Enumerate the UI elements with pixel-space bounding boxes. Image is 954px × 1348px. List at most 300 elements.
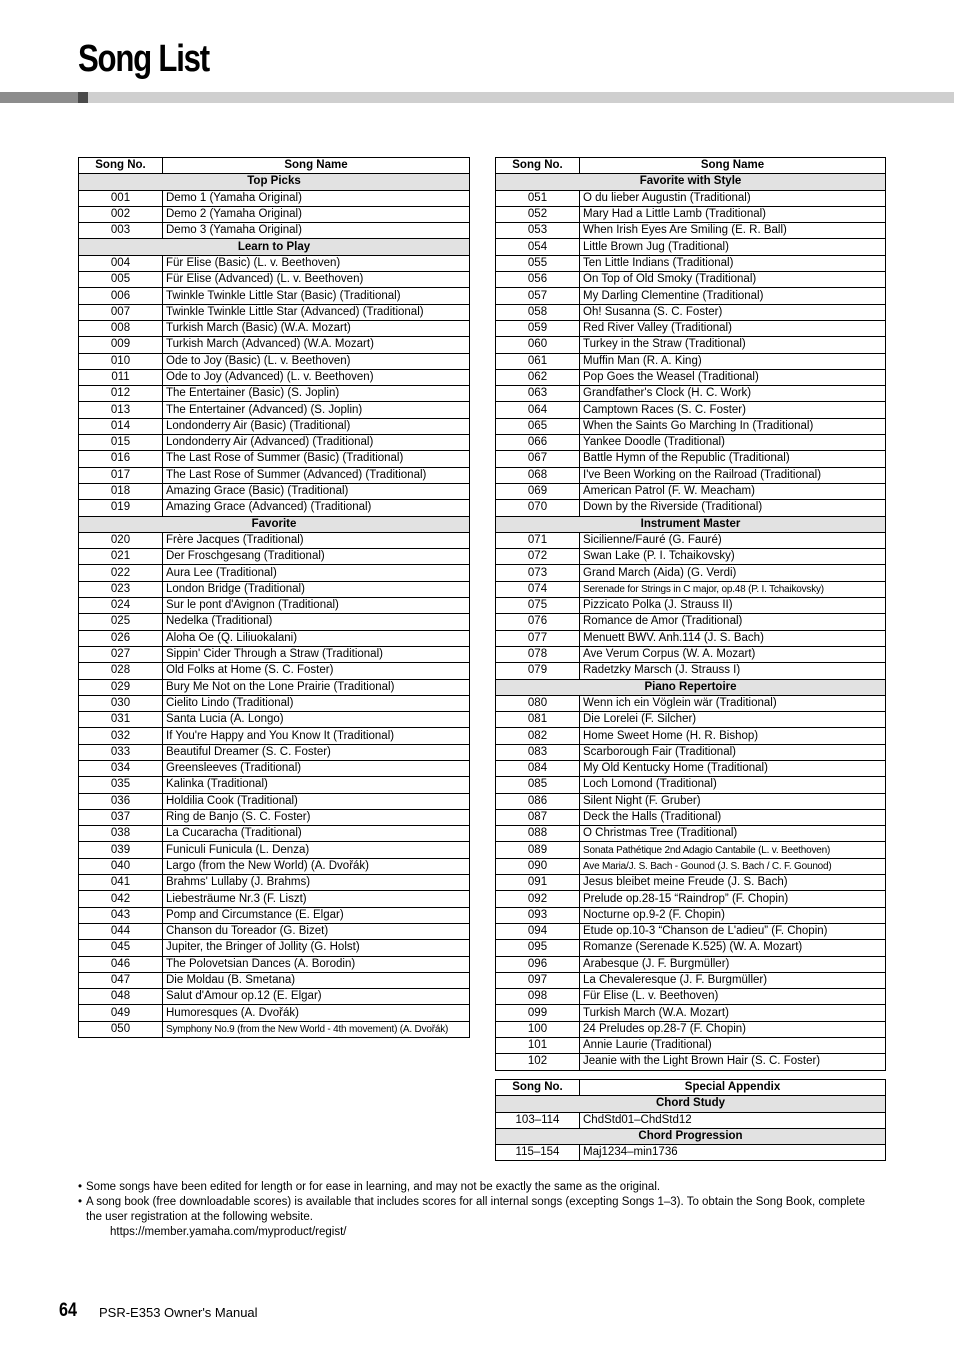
registration-url[interactable]: https://member.yamaha.com/myproduct/regist/ — [110, 1226, 347, 1238]
song-row — [79, 353, 470, 369]
song-row — [496, 809, 886, 825]
song-number: 019 — [79, 500, 163, 516]
section-header-row — [79, 239, 470, 255]
song-name: Jupiter, the Bringer of Jollity (G. Holst) — [163, 940, 470, 956]
song-number: 059 — [496, 320, 580, 336]
song-name: Sur le pont d'Avignon (Traditional) — [163, 598, 470, 614]
song-number: 013 — [79, 402, 163, 418]
title-rule-dark — [0, 92, 78, 103]
song-number: 046 — [79, 956, 163, 972]
song-number: 075 — [496, 598, 580, 614]
song-number: 011 — [79, 369, 163, 385]
song-number: 049 — [79, 1005, 163, 1021]
song-name: On Top of Old Smoky (Traditional) — [580, 272, 886, 288]
song-number: 090 — [496, 858, 580, 874]
song-number: 077 — [496, 630, 580, 646]
song-number: 018 — [79, 483, 163, 499]
song-name: The Entertainer (Advanced) (S. Joplin) — [163, 402, 470, 418]
song-name: Für Elise (Advanced) (L. v. Beethoven) — [163, 272, 470, 288]
song-name: Swan Lake (P. I. Tchaikovsky) — [580, 549, 886, 565]
song-name: Greensleeves (Traditional) — [163, 760, 470, 776]
song-number: 001 — [79, 190, 163, 206]
song-row — [79, 891, 470, 907]
section-header-row — [496, 1128, 886, 1144]
song-number: 006 — [79, 288, 163, 304]
song-name: Etude op.10-3 “Chanson de L'adieu” (F. Chopin) — [580, 923, 886, 939]
song-row — [496, 386, 886, 402]
song-row — [496, 923, 886, 939]
header-song-no: Song No. — [496, 158, 580, 174]
song-row — [496, 451, 886, 467]
song-row — [496, 777, 886, 793]
song-name: La Chevaleresque (J. F. Burgmüller) — [580, 972, 886, 988]
song-number: 025 — [79, 614, 163, 630]
song-row — [79, 435, 470, 451]
song-row — [496, 1054, 886, 1070]
song-name: Maj1234–min1736 — [580, 1145, 886, 1161]
song-row — [79, 646, 470, 662]
song-row — [496, 728, 886, 744]
song-number: 086 — [496, 793, 580, 809]
header-song-no: Song No. — [79, 158, 163, 174]
title-rule-marker — [78, 92, 88, 103]
song-row — [79, 581, 470, 597]
song-number: 073 — [496, 565, 580, 581]
song-name: When Irish Eyes Are Smiling (E. R. Ball) — [580, 223, 886, 239]
song-number: 017 — [79, 467, 163, 483]
song-row — [496, 206, 886, 222]
song-name: Demo 3 (Yamaha Original) — [163, 223, 470, 239]
song-name: Demo 2 (Yamaha Original) — [163, 206, 470, 222]
song-name: Santa Lucia (A. Longo) — [163, 712, 470, 728]
song-row — [496, 842, 886, 858]
song-row — [496, 989, 886, 1005]
song-row — [79, 679, 470, 695]
song-name: Little Brown Jug (Traditional) — [580, 239, 886, 255]
section-title: Piano Repertoire — [496, 679, 886, 695]
song-row — [496, 826, 886, 842]
song-name: Pop Goes the Weasel (Traditional) — [580, 369, 886, 385]
song-name: Nedelka (Traditional) — [163, 614, 470, 630]
song-number: 068 — [496, 467, 580, 483]
song-name: Down by the Riverside (Traditional) — [580, 500, 886, 516]
song-name: Muffin Man (R. A. King) — [580, 353, 886, 369]
song-number: 064 — [496, 402, 580, 418]
song-name: Pizzicato Polka (J. Strauss II) — [580, 598, 886, 614]
song-name: Amazing Grace (Advanced) (Traditional) — [163, 500, 470, 516]
song-row — [79, 809, 470, 825]
song-row — [79, 989, 470, 1005]
song-row — [79, 630, 470, 646]
song-number: 015 — [79, 435, 163, 451]
header-song-no: Song No. — [496, 1080, 580, 1096]
song-number: 076 — [496, 614, 580, 630]
song-row — [79, 402, 470, 418]
song-number: 081 — [496, 712, 580, 728]
song-row — [79, 549, 470, 565]
song-row — [79, 695, 470, 711]
song-number: 041 — [79, 875, 163, 891]
song-row — [496, 793, 886, 809]
song-row — [79, 663, 470, 679]
song-name: The Last Rose of Summer (Advanced) (Traditional) — [163, 467, 470, 483]
song-row — [496, 760, 886, 776]
song-row — [496, 972, 886, 988]
song-row — [79, 972, 470, 988]
song-number: 044 — [79, 923, 163, 939]
song-name: Camptown Races (S. C. Foster) — [580, 402, 886, 418]
section-header-row — [496, 679, 886, 695]
song-row — [496, 467, 886, 483]
song-number: 035 — [79, 777, 163, 793]
section-title: Favorite — [79, 516, 470, 532]
song-row — [496, 255, 886, 271]
song-number: 052 — [496, 206, 580, 222]
song-name: If You're Happy and You Know It (Traditional) — [163, 728, 470, 744]
song-name: Home Sweet Home (H. R. Bishop) — [580, 728, 886, 744]
song-row — [79, 483, 470, 499]
song-name: Demo 1 (Yamaha Original) — [163, 190, 470, 206]
song-name: Ode to Joy (Advanced) (L. v. Beethoven) — [163, 369, 470, 385]
song-row — [496, 907, 886, 923]
song-number: 048 — [79, 989, 163, 1005]
section-title: Favorite with Style — [496, 174, 886, 190]
song-name: Londonderry Air (Advanced) (Traditional) — [163, 435, 470, 451]
header-song-name: Song Name — [163, 158, 470, 174]
header-song-name: Song Name — [580, 158, 886, 174]
song-name: Ode to Joy (Basic) (L. v. Beethoven) — [163, 353, 470, 369]
note-item — [78, 1180, 878, 1195]
song-table-right — [495, 157, 886, 1071]
song-row — [496, 532, 886, 548]
song-name: Der Froschgesang (Traditional) — [163, 549, 470, 565]
song-number: 083 — [496, 744, 580, 760]
song-name: Scarborough Fair (Traditional) — [580, 744, 886, 760]
song-number: 085 — [496, 777, 580, 793]
song-number: 040 — [79, 858, 163, 874]
song-row — [79, 418, 470, 434]
special-appendix-table — [495, 1079, 886, 1161]
song-number: 043 — [79, 907, 163, 923]
song-number: 065 — [496, 418, 580, 434]
song-name: When the Saints Go Marching In (Traditional) — [580, 418, 886, 434]
song-row — [496, 581, 886, 597]
song-name: Frère Jacques (Traditional) — [163, 532, 470, 548]
song-row — [496, 1112, 886, 1128]
song-row — [496, 940, 886, 956]
song-name: ChdStd01–ChdStd12 — [580, 1112, 886, 1128]
song-row — [496, 712, 886, 728]
section-title: Instrument Master — [496, 516, 886, 532]
song-row — [496, 288, 886, 304]
song-name: Humoresques (A. Dvořák) — [163, 1005, 470, 1021]
song-number: 031 — [79, 712, 163, 728]
song-number: 004 — [79, 255, 163, 271]
song-row — [496, 223, 886, 239]
song-number: 095 — [496, 940, 580, 956]
bullet: • — [78, 1181, 83, 1193]
song-name: Jesus bleibet meine Freude (J. S. Bach) — [580, 875, 886, 891]
song-number: 024 — [79, 598, 163, 614]
section-title: Chord Progression — [496, 1128, 886, 1144]
song-row — [79, 288, 470, 304]
section-header-row — [496, 1096, 886, 1112]
song-number: 020 — [79, 532, 163, 548]
song-row — [79, 777, 470, 793]
song-name: My Darling Clementine (Traditional) — [580, 288, 886, 304]
song-name: Turkish March (Advanced) (W.A. Mozart) — [163, 337, 470, 353]
song-number: 071 — [496, 532, 580, 548]
song-row — [496, 190, 886, 206]
song-number: 005 — [79, 272, 163, 288]
song-name: Grandfather's Clock (H. C. Work) — [580, 386, 886, 402]
song-number: 002 — [79, 206, 163, 222]
song-number: 096 — [496, 956, 580, 972]
song-number: 089 — [496, 842, 580, 858]
section-header-row — [496, 516, 886, 532]
song-row — [496, 646, 886, 662]
song-number: 045 — [79, 940, 163, 956]
song-row — [496, 402, 886, 418]
song-row — [496, 630, 886, 646]
song-row — [79, 956, 470, 972]
song-name: Ring de Banjo (S. C. Foster) — [163, 809, 470, 825]
page-title: Song List — [78, 38, 209, 80]
song-row — [496, 956, 886, 972]
note-text: Some songs have been edited for length or for ease in learning, and may not be exactly the same as the original. — [86, 1181, 661, 1193]
song-number: 039 — [79, 842, 163, 858]
song-name: Für Elise (Basic) (L. v. Beethoven) — [163, 255, 470, 271]
song-name: The Last Rose of Summer (Basic) (Traditional) — [163, 451, 470, 467]
song-name: Twinkle Twinkle Little Star (Basic) (Traditional) — [163, 288, 470, 304]
song-name: Arabesque (J. F. Burgmüller) — [580, 956, 886, 972]
song-number: 058 — [496, 304, 580, 320]
song-row — [496, 500, 886, 516]
song-name: Holdilia Cook (Traditional) — [163, 793, 470, 809]
song-row — [79, 320, 470, 336]
section-header-row — [79, 516, 470, 532]
song-number: 094 — [496, 923, 580, 939]
song-number: 088 — [496, 826, 580, 842]
song-row — [79, 598, 470, 614]
song-number: 099 — [496, 1005, 580, 1021]
song-name: Für Elise (L. v. Beethoven) — [580, 989, 886, 1005]
song-row — [496, 435, 886, 451]
song-name: The Entertainer (Basic) (S. Joplin) — [163, 386, 470, 402]
song-row — [496, 353, 886, 369]
section-title: Learn to Play — [79, 239, 470, 255]
song-name: Sippin' Cider Through a Straw (Traditional) — [163, 646, 470, 662]
song-row — [496, 695, 886, 711]
song-number: 079 — [496, 663, 580, 679]
header-special-appendix: Special Appendix — [580, 1080, 886, 1096]
song-name: Die Moldau (B. Smetana) — [163, 972, 470, 988]
song-name: Romanze (Serenade K.525) (W. A. Mozart) — [580, 940, 886, 956]
song-name: Londonderry Air (Basic) (Traditional) — [163, 418, 470, 434]
song-name: Oh! Susanna (S. C. Foster) — [580, 304, 886, 320]
song-row — [79, 907, 470, 923]
song-row — [79, 451, 470, 467]
song-name: Radetzky Marsch (J. Strauss I) — [580, 663, 886, 679]
song-row — [496, 272, 886, 288]
song-row — [79, 728, 470, 744]
song-name: Annie Laurie (Traditional) — [580, 1038, 886, 1054]
song-number: 036 — [79, 793, 163, 809]
song-row — [496, 598, 886, 614]
song-name: London Bridge (Traditional) — [163, 581, 470, 597]
song-name: Aura Lee (Traditional) — [163, 565, 470, 581]
song-number: 092 — [496, 891, 580, 907]
section-header-row — [496, 174, 886, 190]
song-row — [79, 500, 470, 516]
song-number: 072 — [496, 549, 580, 565]
song-number: 016 — [79, 451, 163, 467]
song-name: Battle Hymn of the Republic (Traditional) — [580, 451, 886, 467]
notes — [78, 1180, 878, 1240]
song-number: 033 — [79, 744, 163, 760]
song-name: Sonata Pathétique 2nd Adagio Cantabile (L. v. Beethoven) — [580, 842, 886, 858]
song-name: Kalinka (Traditional) — [163, 777, 470, 793]
song-number: 012 — [79, 386, 163, 402]
song-name: Silent Night (F. Gruber) — [580, 793, 886, 809]
song-number: 014 — [79, 418, 163, 434]
song-row — [496, 1005, 886, 1021]
song-number: 062 — [496, 369, 580, 385]
song-row — [496, 337, 886, 353]
song-number: 026 — [79, 630, 163, 646]
song-number: 051 — [496, 190, 580, 206]
song-name: Nocturne op.9-2 (F. Chopin) — [580, 907, 886, 923]
section-header-row — [79, 174, 470, 190]
song-number: 003 — [79, 223, 163, 239]
song-row — [496, 875, 886, 891]
song-row — [79, 760, 470, 776]
song-name: Pomp and Circumstance (E. Elgar) — [163, 907, 470, 923]
song-number: 060 — [496, 337, 580, 353]
song-number: 101 — [496, 1038, 580, 1054]
song-name: Jeanie with the Light Brown Hair (S. C. Foster) — [580, 1054, 886, 1070]
song-name: Sicilienne/Fauré (G. Fauré) — [580, 532, 886, 548]
song-row — [79, 875, 470, 891]
song-number: 009 — [79, 337, 163, 353]
song-number: 063 — [496, 386, 580, 402]
song-name: Die Lorelei (F. Silcher) — [580, 712, 886, 728]
song-row — [79, 744, 470, 760]
section-title: Top Picks — [79, 174, 470, 190]
song-row — [496, 858, 886, 874]
song-name: Romance de Amor (Traditional) — [580, 614, 886, 630]
page-number: 64 — [59, 1300, 77, 1321]
song-name: Turkish March (W.A. Mozart) — [580, 1005, 886, 1021]
song-table-left — [78, 157, 470, 1038]
manual-name: PSR-E353 Owner's Manual — [99, 1305, 258, 1320]
song-number: 084 — [496, 760, 580, 776]
song-number: 034 — [79, 760, 163, 776]
song-name: La Cucaracha (Traditional) — [163, 826, 470, 842]
song-row — [79, 304, 470, 320]
song-name: Bury Me Not on the Lone Prairie (Traditional) — [163, 679, 470, 695]
song-name: Prelude op.28-15 “Raindrop” (F. Chopin) — [580, 891, 886, 907]
song-name: Red River Valley (Traditional) — [580, 320, 886, 336]
song-number: 074 — [496, 581, 580, 597]
song-number: 098 — [496, 989, 580, 1005]
song-number: 080 — [496, 695, 580, 711]
song-number: 007 — [79, 304, 163, 320]
song-row — [496, 565, 886, 581]
song-number: 042 — [79, 891, 163, 907]
song-name: Turkish March (Basic) (W.A. Mozart) — [163, 320, 470, 336]
song-name: Deck the Halls (Traditional) — [580, 809, 886, 825]
song-row — [496, 369, 886, 385]
song-number: 066 — [496, 435, 580, 451]
song-number: 057 — [496, 288, 580, 304]
song-number: 050 — [79, 1021, 163, 1037]
song-number: 082 — [496, 728, 580, 744]
song-number: 022 — [79, 565, 163, 581]
song-row — [79, 337, 470, 353]
song-row — [496, 483, 886, 499]
song-name: Serenade for Strings in C major, op.48 (P. I. Tchaikovsky) — [580, 581, 886, 597]
song-row — [79, 467, 470, 483]
song-row — [79, 923, 470, 939]
song-row — [79, 255, 470, 271]
song-name: Liebesträume Nr.3 (F. Liszt) — [163, 891, 470, 907]
song-name: Ten Little Indians (Traditional) — [580, 255, 886, 271]
song-number: 097 — [496, 972, 580, 988]
song-number: 021 — [79, 549, 163, 565]
note-item — [78, 1195, 878, 1225]
song-row — [496, 418, 886, 434]
song-name: The Polovetsian Dances (A. Borodin) — [163, 956, 470, 972]
song-row — [79, 386, 470, 402]
song-number: 027 — [79, 646, 163, 662]
song-number: 032 — [79, 728, 163, 744]
song-row — [496, 239, 886, 255]
song-row — [79, 369, 470, 385]
song-number: 078 — [496, 646, 580, 662]
song-row — [496, 614, 886, 630]
song-number: 061 — [496, 353, 580, 369]
song-name: O Christmas Tree (Traditional) — [580, 826, 886, 842]
song-number: 037 — [79, 809, 163, 825]
song-number: 102 — [496, 1054, 580, 1070]
song-name: Turkey in the Straw (Traditional) — [580, 337, 886, 353]
song-name: Largo (from the New World) (A. Dvořák) — [163, 858, 470, 874]
song-row — [79, 223, 470, 239]
song-name: Grand March (Aida) (G. Verdi) — [580, 565, 886, 581]
song-name: Mary Had a Little Lamb (Traditional) — [580, 206, 886, 222]
song-number: 069 — [496, 483, 580, 499]
song-number: 010 — [79, 353, 163, 369]
title-rule-band — [0, 92, 954, 103]
song-name: Menuett BWV. Anh.114 (J. S. Bach) — [580, 630, 886, 646]
song-row — [79, 712, 470, 728]
song-name: Wenn ich ein Vöglein wär (Traditional) — [580, 695, 886, 711]
song-name: Funiculi Funicula (L. Denza) — [163, 842, 470, 858]
song-row — [496, 1021, 886, 1037]
song-number: 115–154 — [496, 1145, 580, 1161]
song-number: 093 — [496, 907, 580, 923]
song-number: 053 — [496, 223, 580, 239]
song-row — [79, 826, 470, 842]
song-row — [496, 744, 886, 760]
song-name: My Old Kentucky Home (Traditional) — [580, 760, 886, 776]
song-row — [79, 614, 470, 630]
song-number: 087 — [496, 809, 580, 825]
song-name: Ave Maria/J. S. Bach - Gounod (J. S. Bach / C. F. Gounod) — [580, 858, 886, 874]
song-number: 029 — [79, 679, 163, 695]
song-row — [79, 190, 470, 206]
